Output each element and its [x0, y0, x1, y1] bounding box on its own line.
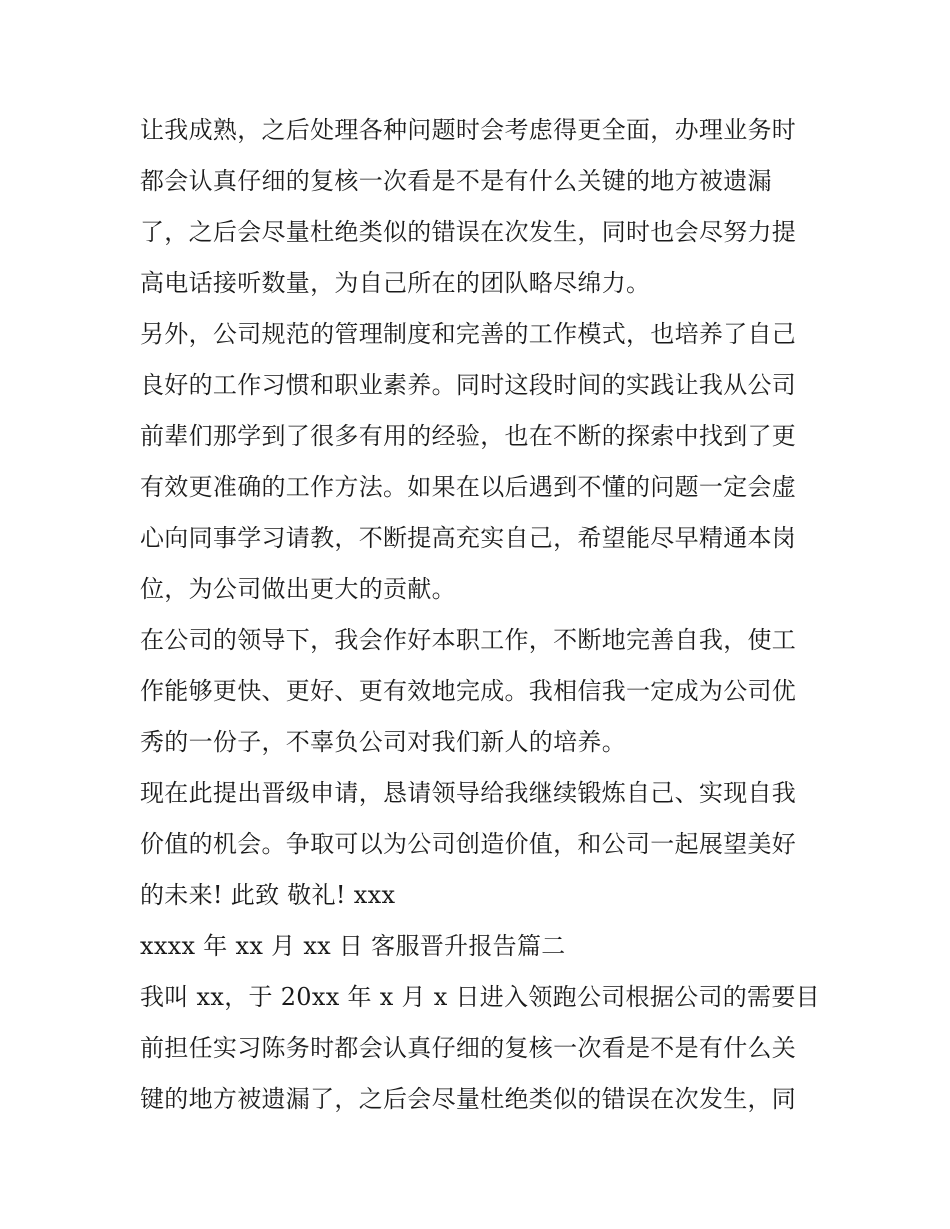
- text-line: 有效更准确的工作方法。如果在以后遇到不懂的问题一定会虚: [140, 473, 797, 501]
- text-line: 心向同事学习请教，不断提高充实自己，希望能尽早精通本岗: [140, 524, 797, 552]
- text-line: 良好的工作习惯和职业素养。同时这段时间的实践让我从公司: [140, 371, 797, 399]
- text-line: 让我成熟，之后处理各种问题时会考虑得更全面，办理业务时: [140, 116, 797, 144]
- text-line: 了，之后会尽量杜绝类似的错误在次发生，同时也会尽努力提: [140, 218, 797, 246]
- text-line: 价值的机会。争取可以为公司创造价值，和公司一起展望美好: [140, 830, 797, 858]
- text-line: 我叫 xx，于 20xx 年 x 月 x 日进入领跑公司根据公司的需要目: [140, 983, 820, 1011]
- text-line: 高电话接听数量，为自己所在的团队略尽绵力。: [140, 269, 651, 297]
- text-line: 现在此提出晋级申请，恳请领导给我继续锻炼自己、实现自我: [140, 779, 797, 807]
- text-line: 作能够更快、更好、更有效地完成。我相信我一定成为公司优: [140, 677, 797, 705]
- section-heading-line: xxxx 年 xx 月 xx 日 客服晋升报告篇二: [140, 932, 566, 960]
- text-line: 位，为公司做出更大的贡献。: [140, 575, 456, 603]
- text-line: 另外，公司规范的管理制度和完善的工作模式，也培养了自己: [140, 320, 797, 348]
- text-line: 在公司的领导下，我会作好本职工作，不断地完善自我，使工: [140, 626, 797, 654]
- text-line: 前担任实习陈务时都会认真仔细的复核一次看是不是有什么关: [140, 1034, 797, 1062]
- text-line: 前辈们那学到了很多有用的经验，也在不断的探索中找到了更: [140, 422, 797, 450]
- text-line: 的未来! 此致 敬礼! xxx: [140, 881, 396, 909]
- text-line: 都会认真仔细的复核一次看是不是有什么关键的地方被遗漏: [140, 167, 772, 195]
- document-body: [140, 105, 820, 1125]
- text-line: 键的地方被遗漏了，之后会尽量杜绝类似的错误在次发生，同: [140, 1085, 797, 1113]
- text-line: 秀的一份子，不辜负公司对我们新人的培养。: [140, 728, 626, 756]
